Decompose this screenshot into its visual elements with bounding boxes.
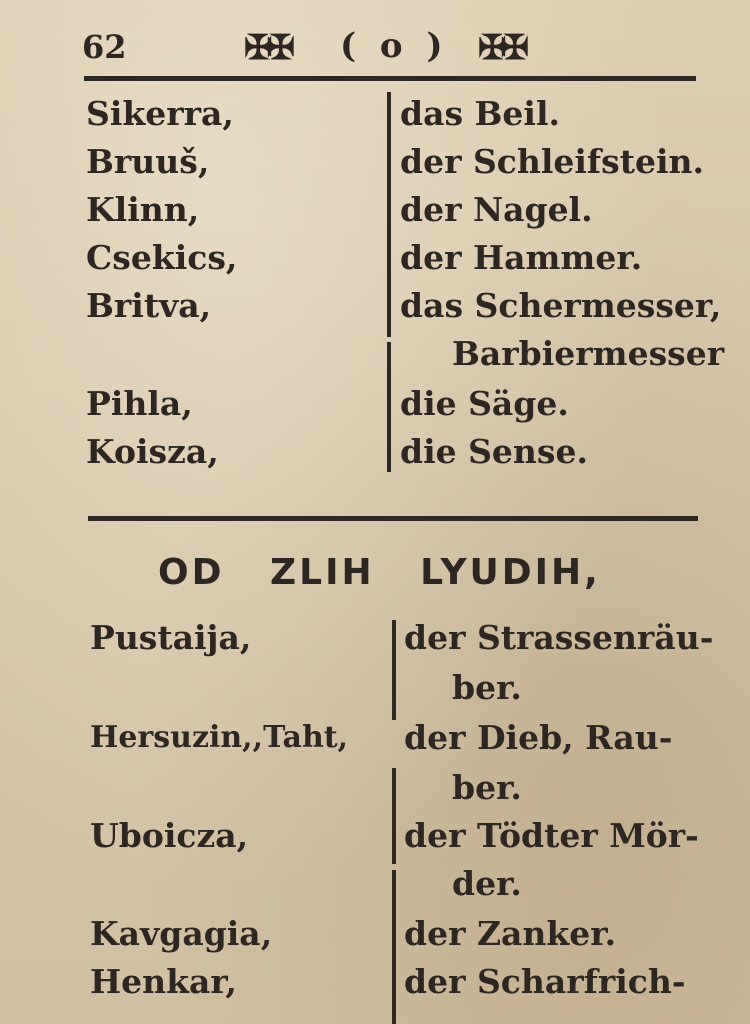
german-term: das Schermesser, (400, 286, 722, 325)
german-term: der Nagel. (400, 190, 593, 229)
running-head: ( o ) (340, 26, 449, 66)
croatian-term: Kavgagia, (90, 914, 273, 953)
german-term: der Hammer. (400, 238, 643, 277)
column-divider (392, 870, 396, 1024)
section-heading: OD ZLIH LYUDIH, (158, 552, 601, 593)
german-term: der Tödter Mör- (404, 816, 699, 855)
german-term: Barbiermesser (452, 334, 725, 373)
german-term: der Schleifstein. (400, 142, 704, 181)
column-divider (387, 342, 391, 472)
croatian-term: Britva, (86, 286, 212, 325)
fleuron-right-icon: ✠✠ (478, 28, 523, 68)
column-divider (392, 768, 396, 864)
croatian-term: Hersuzin,,Taht, (90, 720, 349, 755)
croatian-term: Henkar, (90, 962, 237, 1001)
croatian-term: Csekics, (86, 238, 238, 277)
german-term: ber. (452, 768, 522, 807)
column-divider (387, 92, 391, 337)
german-term: die Säge. (400, 384, 569, 423)
header-rule (84, 76, 696, 81)
german-term: der Dieb, Rau- (404, 718, 673, 757)
croatian-term: Pihla, (86, 384, 193, 423)
croatian-term: Uboicza, (90, 816, 249, 855)
croatian-term: Sikerra, (86, 94, 234, 133)
page-header (78, 22, 698, 72)
german-term: ber. (452, 668, 522, 707)
german-term: der Zanker. (404, 914, 617, 953)
croatian-term: Klinn, (86, 190, 200, 229)
german-term: der. (452, 864, 522, 903)
croatian-term: Bruuš, (86, 142, 210, 181)
croatian-term: Pustaija, (90, 618, 252, 657)
german-term: der Scharfrich- (404, 962, 686, 1001)
page-number: 62 (82, 28, 127, 66)
croatian-term: Koisza, (86, 432, 219, 471)
german-term: die Sense. (400, 432, 588, 471)
german-term: der Strassenräu- (404, 618, 714, 657)
fleuron-left-icon: ✠✠ (244, 28, 289, 68)
german-term: das Beil. (400, 94, 560, 133)
section-rule (88, 516, 698, 521)
column-divider (392, 620, 396, 720)
